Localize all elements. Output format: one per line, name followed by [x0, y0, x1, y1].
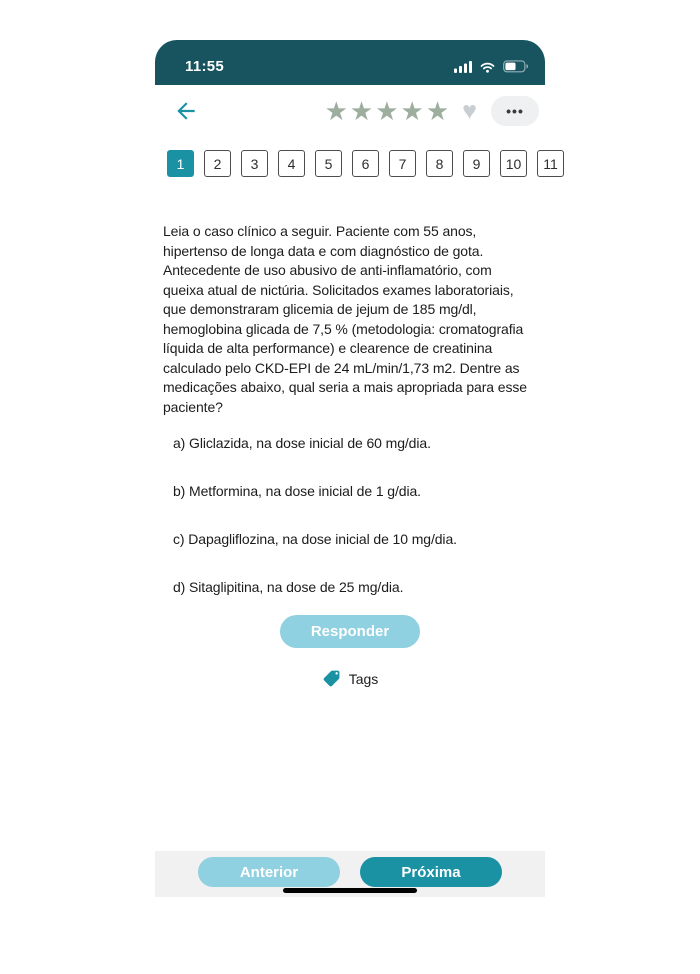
tag-icon: [322, 669, 341, 688]
responder-button[interactable]: Responder: [280, 615, 420, 648]
tags-button[interactable]: [155, 669, 545, 688]
page-number-3[interactable]: 3: [241, 150, 268, 177]
page-number-8[interactable]: 8: [426, 150, 453, 177]
phone-screen: [155, 40, 558, 897]
status-icons: [454, 60, 529, 73]
star-icon[interactable]: ★: [375, 96, 399, 126]
option-a[interactable]: a) Gliclazida, na dose inicial de 60 mg/dia.: [173, 435, 431, 451]
battery-icon: [503, 60, 529, 73]
wifi-icon: [479, 61, 496, 73]
back-button[interactable]: [171, 96, 201, 126]
star-icon[interactable]: ★: [425, 96, 450, 126]
option-b[interactable]: b) Metformina, na dose inicial de 1 g/dia.: [173, 483, 421, 499]
option-c[interactable]: c) Dapagliflozina, na dose inicial de 10 mg/dia.: [173, 531, 457, 547]
proxima-button[interactable]: Próxima: [360, 857, 502, 887]
cellular-signal-icon: [454, 61, 472, 73]
ellipsis-icon: •••: [506, 103, 524, 119]
bottom-nav-bar: [155, 851, 545, 897]
toolbar: [155, 93, 545, 129]
answer-options: [155, 419, 545, 611]
arrow-left-icon: [173, 98, 199, 124]
status-bar: [155, 40, 545, 85]
anterior-button[interactable]: Anterior: [198, 857, 340, 887]
page-number-5[interactable]: 5: [315, 150, 342, 177]
star-icon[interactable]: ★: [324, 96, 348, 126]
question-pager: [155, 150, 558, 177]
page-number-4[interactable]: 4: [278, 150, 305, 177]
page-number-10[interactable]: 10: [500, 150, 527, 177]
question-text: Leia o caso clínico a seguir. Paciente com 55 anos, hipertenso de longa data e com diagnóstico de gota. Antecedente de uso abusivo de anti-inflamatório, com queixa atual de nictúria. Solicitados exames laboratoriais, que demonstraram glicemia de jejum de 185 mg/dl, hemoglobina glicada de 7,5 % (metodologia: cromatografia líquida de alta performance) e clearence de creatinina calculado pelo CKD-EPI de 24 mL/min/1,73 m2. Dentre as medicações abaixo, qual seria a mais apropriada para esse paciente?: [163, 223, 527, 415]
page-number-2[interactable]: 2: [204, 150, 231, 177]
option-d[interactable]: d) Sitaglipitina, na dose de 25 mg/dia.: [173, 579, 404, 595]
star-icon[interactable]: ★: [400, 96, 424, 126]
more-options-button[interactable]: [491, 96, 539, 126]
page-number-1[interactable]: 1: [167, 150, 194, 177]
rating-stars: [324, 98, 451, 124]
star-icon[interactable]: ★: [349, 96, 374, 126]
tags-label: Tags: [348, 670, 379, 687]
page-number-11[interactable]: 11: [537, 150, 564, 177]
page-number-7[interactable]: 7: [389, 150, 416, 177]
page-number-6[interactable]: 6: [352, 150, 379, 177]
favorite-heart-icon[interactable]: ♥: [462, 96, 477, 125]
page-number-9[interactable]: 9: [463, 150, 490, 177]
clock: 11:55: [185, 58, 225, 75]
home-indicator[interactable]: [283, 888, 417, 893]
